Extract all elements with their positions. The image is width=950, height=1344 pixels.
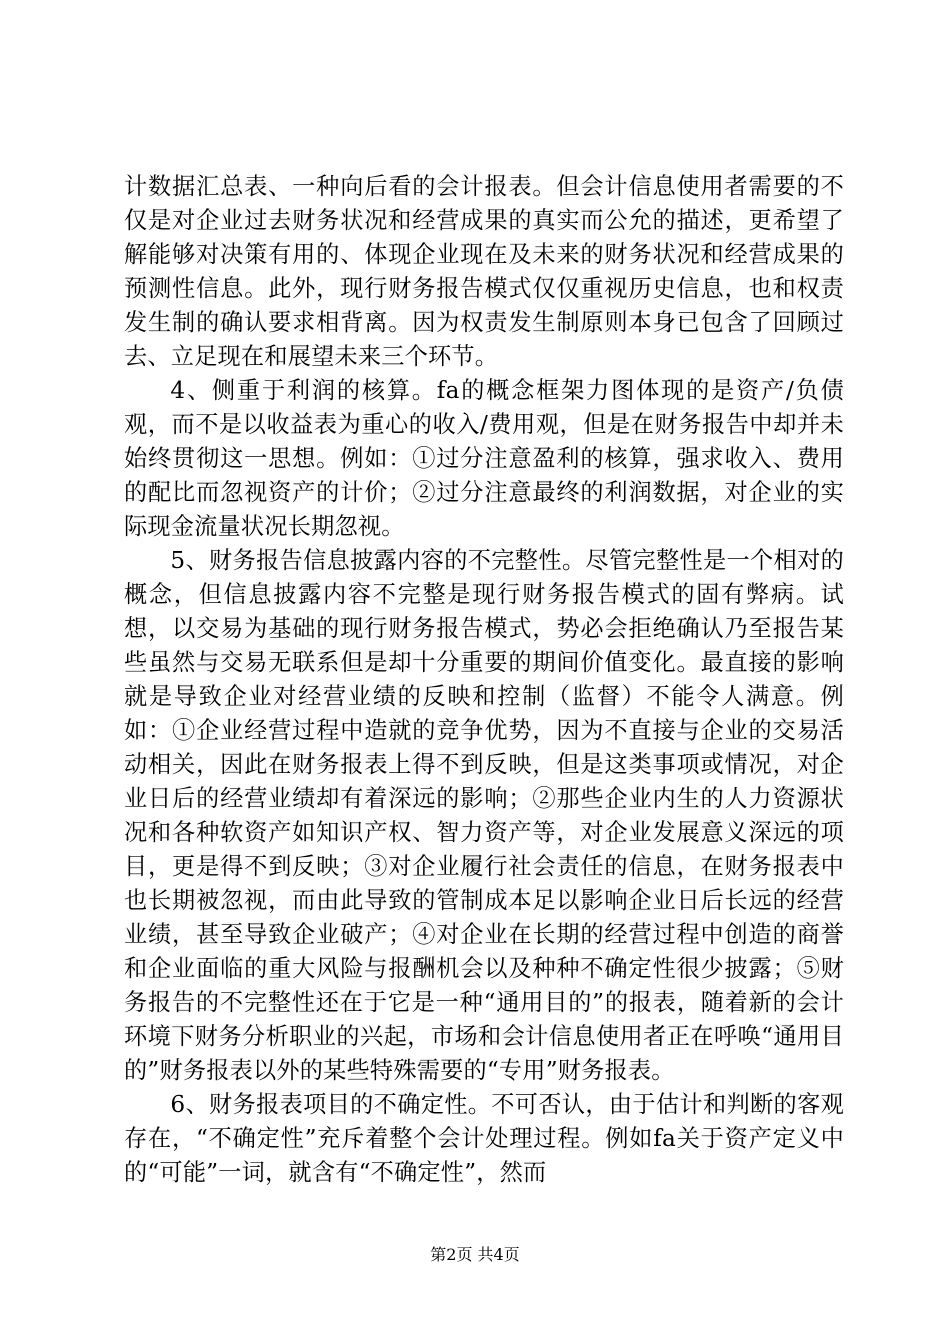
paragraph-item-5: 5、财务报告信息披露内容的不完整性。尽管完整性是一个相对的概念，但信息披露内容不完整是现行财务报告模式的固有弊病。试想，以交易为基础的现行财务报告模式，势必会拒绝确认乃至报告某些虽然与交易无联系但是却十分重要的期间价值变化。最直接的影响就是导致企业对经营业绩的反映和控制（监督）不能令人满意。例如：①企业经营过程中造就的竞争优势，因为不直接与企业的交易活动相关，因此在财务报表上得不到反映，但是这类事项或情况，对企业日后的经营业绩却有着深远的影响；②那些企业内生的人力资源状况和各种软资产如知识产权、智力资产等，对企业发展意义深远的项目，更是得不到反映；③对企业履行社会责任的信息，在财务报表中也长期被忽视，而由此导致的管制成本足以影响企业日后长远的经营业绩，甚至导致企业破产；④对企业在长期的经营过程中创造的商誉和企业面临的重大风险与报酬机会以及种种不确定性很少披露；⑤财务报告的不完整性还在于它是一种“通用目的”的报表，随着新的会计环境下财务分析职业的兴起，市场和会计信息使用者正在呼唤“通用目的”财务报表以外的某些特殊需要的“专用”财务报表。 — [124, 547, 844, 1084]
page-footer: 第2页 共4页 — [430, 1245, 520, 1264]
paragraph-item-4: 4、侧重于利润的核算。fa的概念框架力图体现的是资产/负债观，而不是以收益表为重心的收入/费用观，但是在财务报告中却并未始终贯彻这一思想。例如：①过分注意盈利的核算，强求收入、费用的配比而忽视资产的计价；②过分注意最终的利润数据，对企业的实际现金流量状况长期忽视。 — [124, 377, 844, 540]
body-text — [124, 170, 844, 1190]
paragraph-item-6: 6、财务报表项目的不确定性。不可否认，由于估计和判断的客观存在，“不确定性”充斥着整个会计处理过程。例如fa关于资产定义中的“可能”一词，就含有“不确定性”，然而 — [124, 1091, 844, 1186]
paragraph-continuation: 计数据汇总表、一种向后看的会计报表。但会计信息使用者需要的不仅是对企业过去财务状况和经营成果的真实而公允的描述，更希望了解能够对决策有用的、体现企业现在及未来的财务状况和经营成果的预测性信息。此外，现行财务报告模式仅仅重视历史信息，也和权责发生制的确认要求相背离。因为权责发生制原则本身已包含了回顾过去、立足现在和展望未来三个环节。 — [124, 173, 844, 370]
